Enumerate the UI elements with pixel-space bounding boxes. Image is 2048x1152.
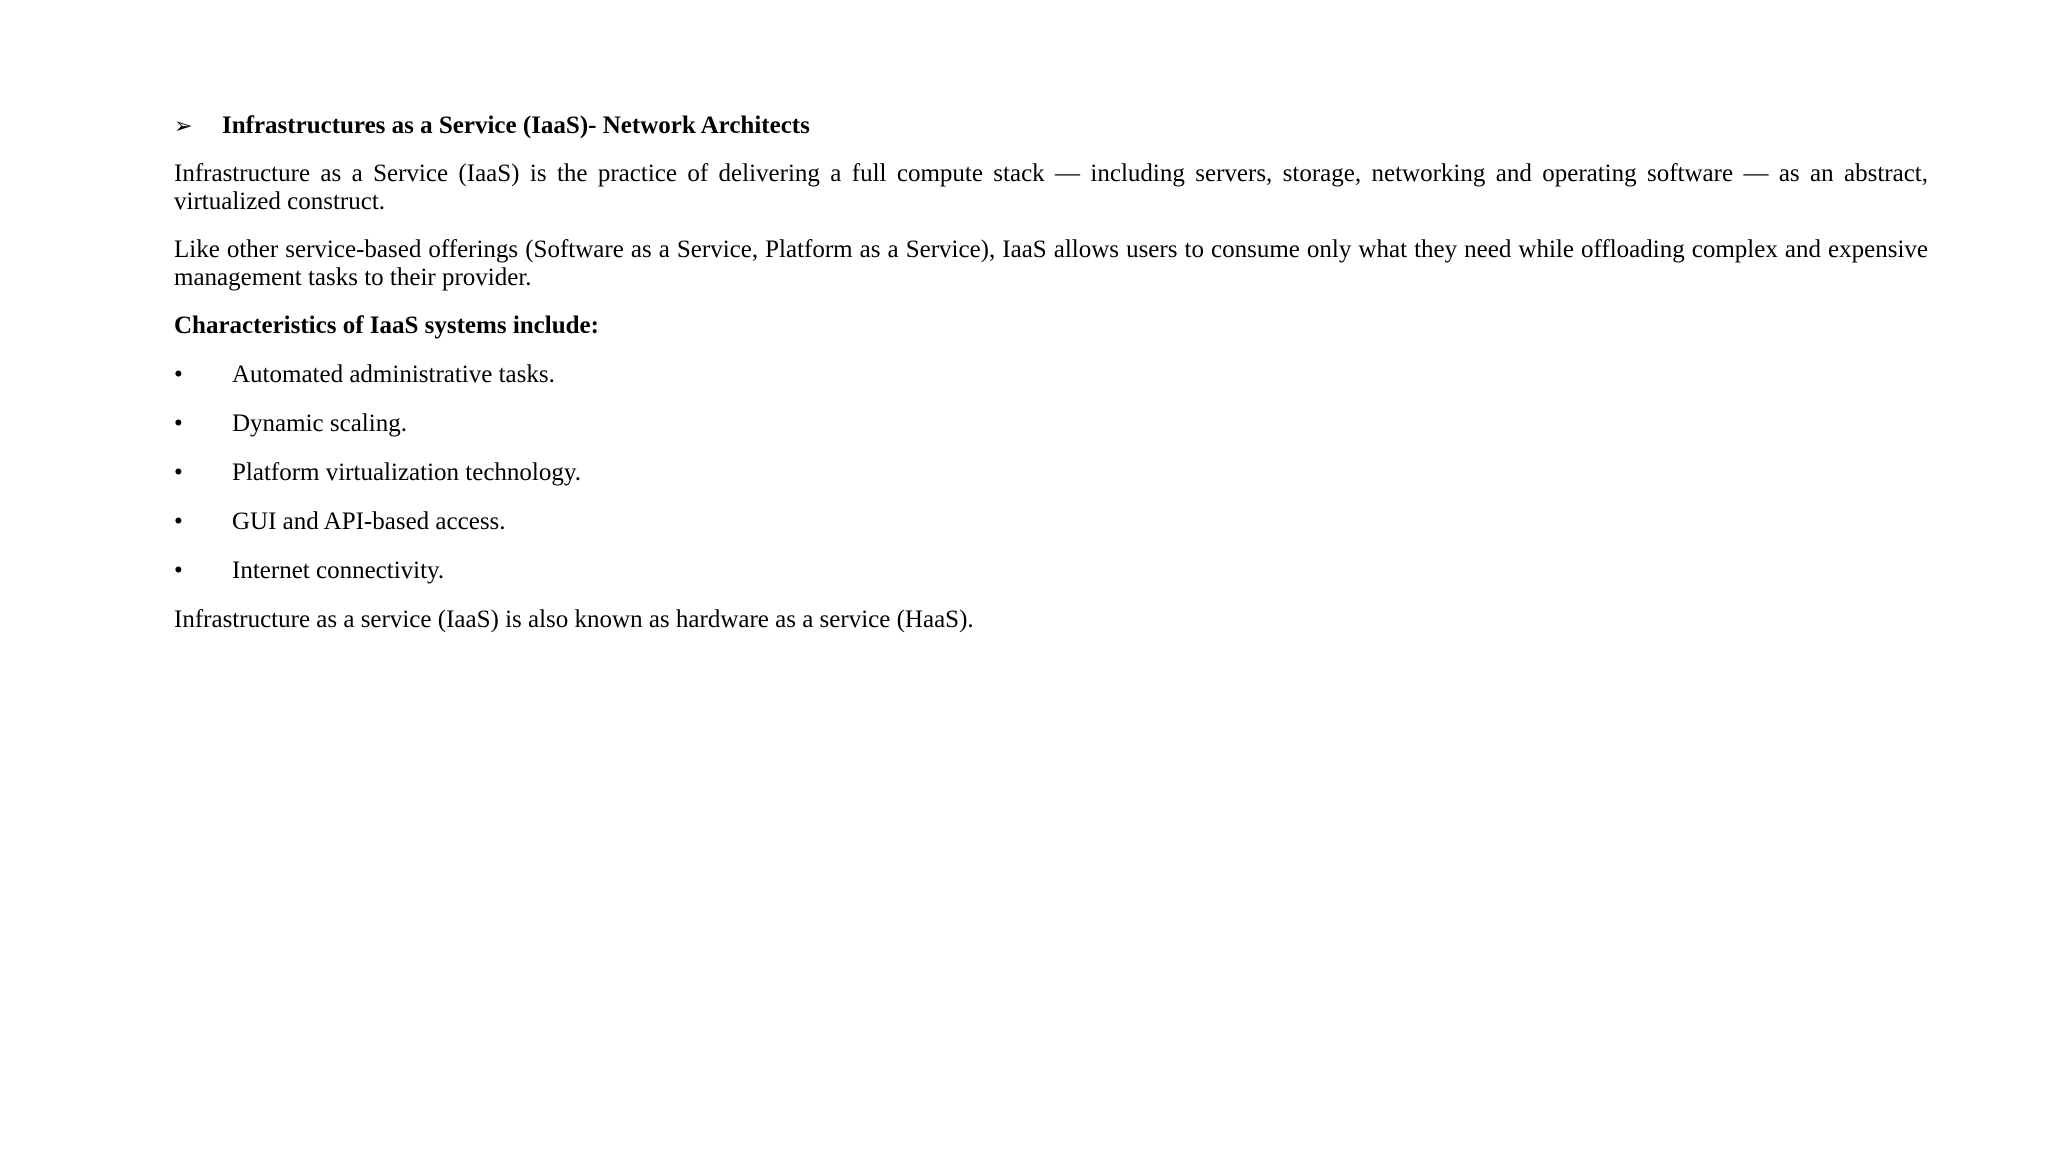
characteristics-heading: Characteristics of IaaS systems include: [174,312,599,339]
bullet-icon: • [174,459,183,486]
bullet-icon: • [174,557,183,584]
list-item-text: Automated administrative tasks. [232,361,555,388]
bullet-icon: • [174,410,183,437]
list-item [174,557,1928,585]
list-item [174,361,1928,389]
section-heading [174,112,1928,140]
document-content [174,112,1928,634]
characteristics-list [174,361,1928,585]
intro-paragraph: Infrastructure as a Service (IaaS) is the practice of delivering a full compute stack — including servers, storage, networking and operating software — as an abstract, virtualized construct. [174,160,1928,215]
list-item-text: Internet connectivity. [232,557,445,584]
bullet-icon: • [174,361,183,388]
list-item [174,410,1928,438]
bullet-icon: • [174,508,183,535]
list-item-text: Dynamic scaling. [232,410,407,437]
list-item-text: GUI and API-based access. [232,508,506,535]
list-item [174,459,1928,487]
offerings-paragraph: Like other service-based offerings (Software as a Service, Platform as a Service), IaaS allows users to consume only what they need while offloading complex and expensive management tasks to their provider. [174,236,1928,291]
list-item [174,508,1928,536]
list-item-text: Platform virtualization technology. [232,459,581,486]
section-heading-text: Infrastructures as a Service (IaaS)- Network Architects [222,112,810,139]
arrow-bullet-icon: ➢ [174,113,193,138]
closing-paragraph: Infrastructure as a service (IaaS) is also known as hardware as a service (HaaS). [174,606,974,633]
